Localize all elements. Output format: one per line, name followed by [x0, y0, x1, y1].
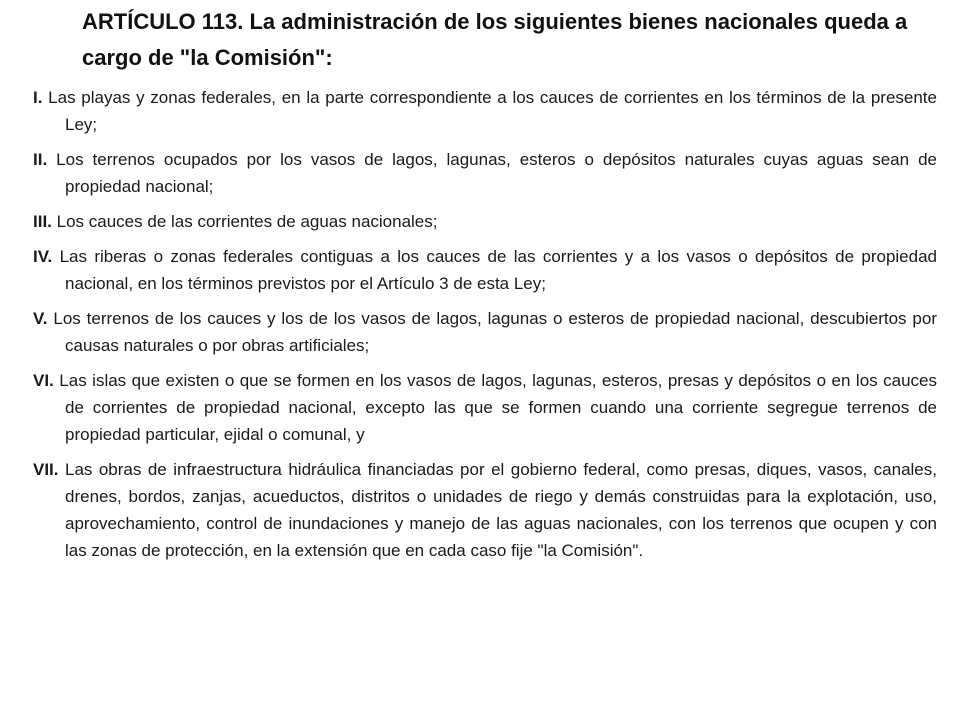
item-number: III.: [33, 212, 52, 231]
article-item-3: [33, 208, 937, 235]
item-text: Las islas que existen o que se formen en los vasos de lagos, lagunas, esteros, presas y depósitos o en los cauces de corrientes de propiedad nacional, excepto las que se formen cuando una corriente segregue terrenos de propiedad particular, ejidal o comunal, y: [59, 371, 937, 444]
item-number: II.: [33, 150, 48, 169]
article-title: ARTÍCULO 113. La administración de los siguientes bienes nacionales queda a cargo de "la Comisión":: [82, 9, 908, 70]
item-text: Las obras de infraestructura hidráulica financiadas por el gobierno federal, como presas, diques, vasos, canales, drenes, bordos, zanjas, acueductos, distritos o unidades de riego y demás construidas para la explotación, uso, aprovechamiento, control de inundaciones y manejo de las aguas nacionales, con los terrenos que ocupen y con las zonas de protección, en la extensión que en cada caso fije "la Comisión".: [64, 460, 937, 560]
article-item-2: [33, 146, 937, 200]
item-number: VII.: [33, 460, 59, 479]
item-number: I.: [33, 88, 43, 107]
article-item-6: [33, 367, 937, 448]
article-items-list: [33, 84, 937, 572]
item-text: Las riberas o zonas federales contiguas a los cauces de las corrientes y a los vasos o depósitos de propiedad nacional, en los términos previstos por el Artículo 3 de esta Ley;: [59, 247, 937, 293]
item-text: Los terrenos de los cauces y los de los vasos de lagos, lagunas o esteros de propiedad nacional, descubiertos por causas naturales o por obras artificiales;: [53, 309, 937, 355]
article-item-5: [33, 305, 937, 359]
article-item-1: [33, 84, 937, 138]
item-text: Los terrenos ocupados por los vasos de lagos, lagunas, esteros o depósitos naturales cuyas aguas sean de propiedad nacional;: [56, 150, 937, 196]
item-text: Los cauces de las corrientes de aguas nacionales;: [56, 212, 438, 231]
item-number: VI.: [33, 371, 54, 390]
item-number: V.: [33, 309, 48, 328]
item-text: Las playas y zonas federales, en la parte correspondiente a los cauces de corrientes en los términos de la presente Ley;: [48, 88, 937, 134]
article-item-7: [33, 456, 937, 564]
article-item-4: [33, 243, 937, 297]
item-number: IV.: [33, 247, 53, 266]
